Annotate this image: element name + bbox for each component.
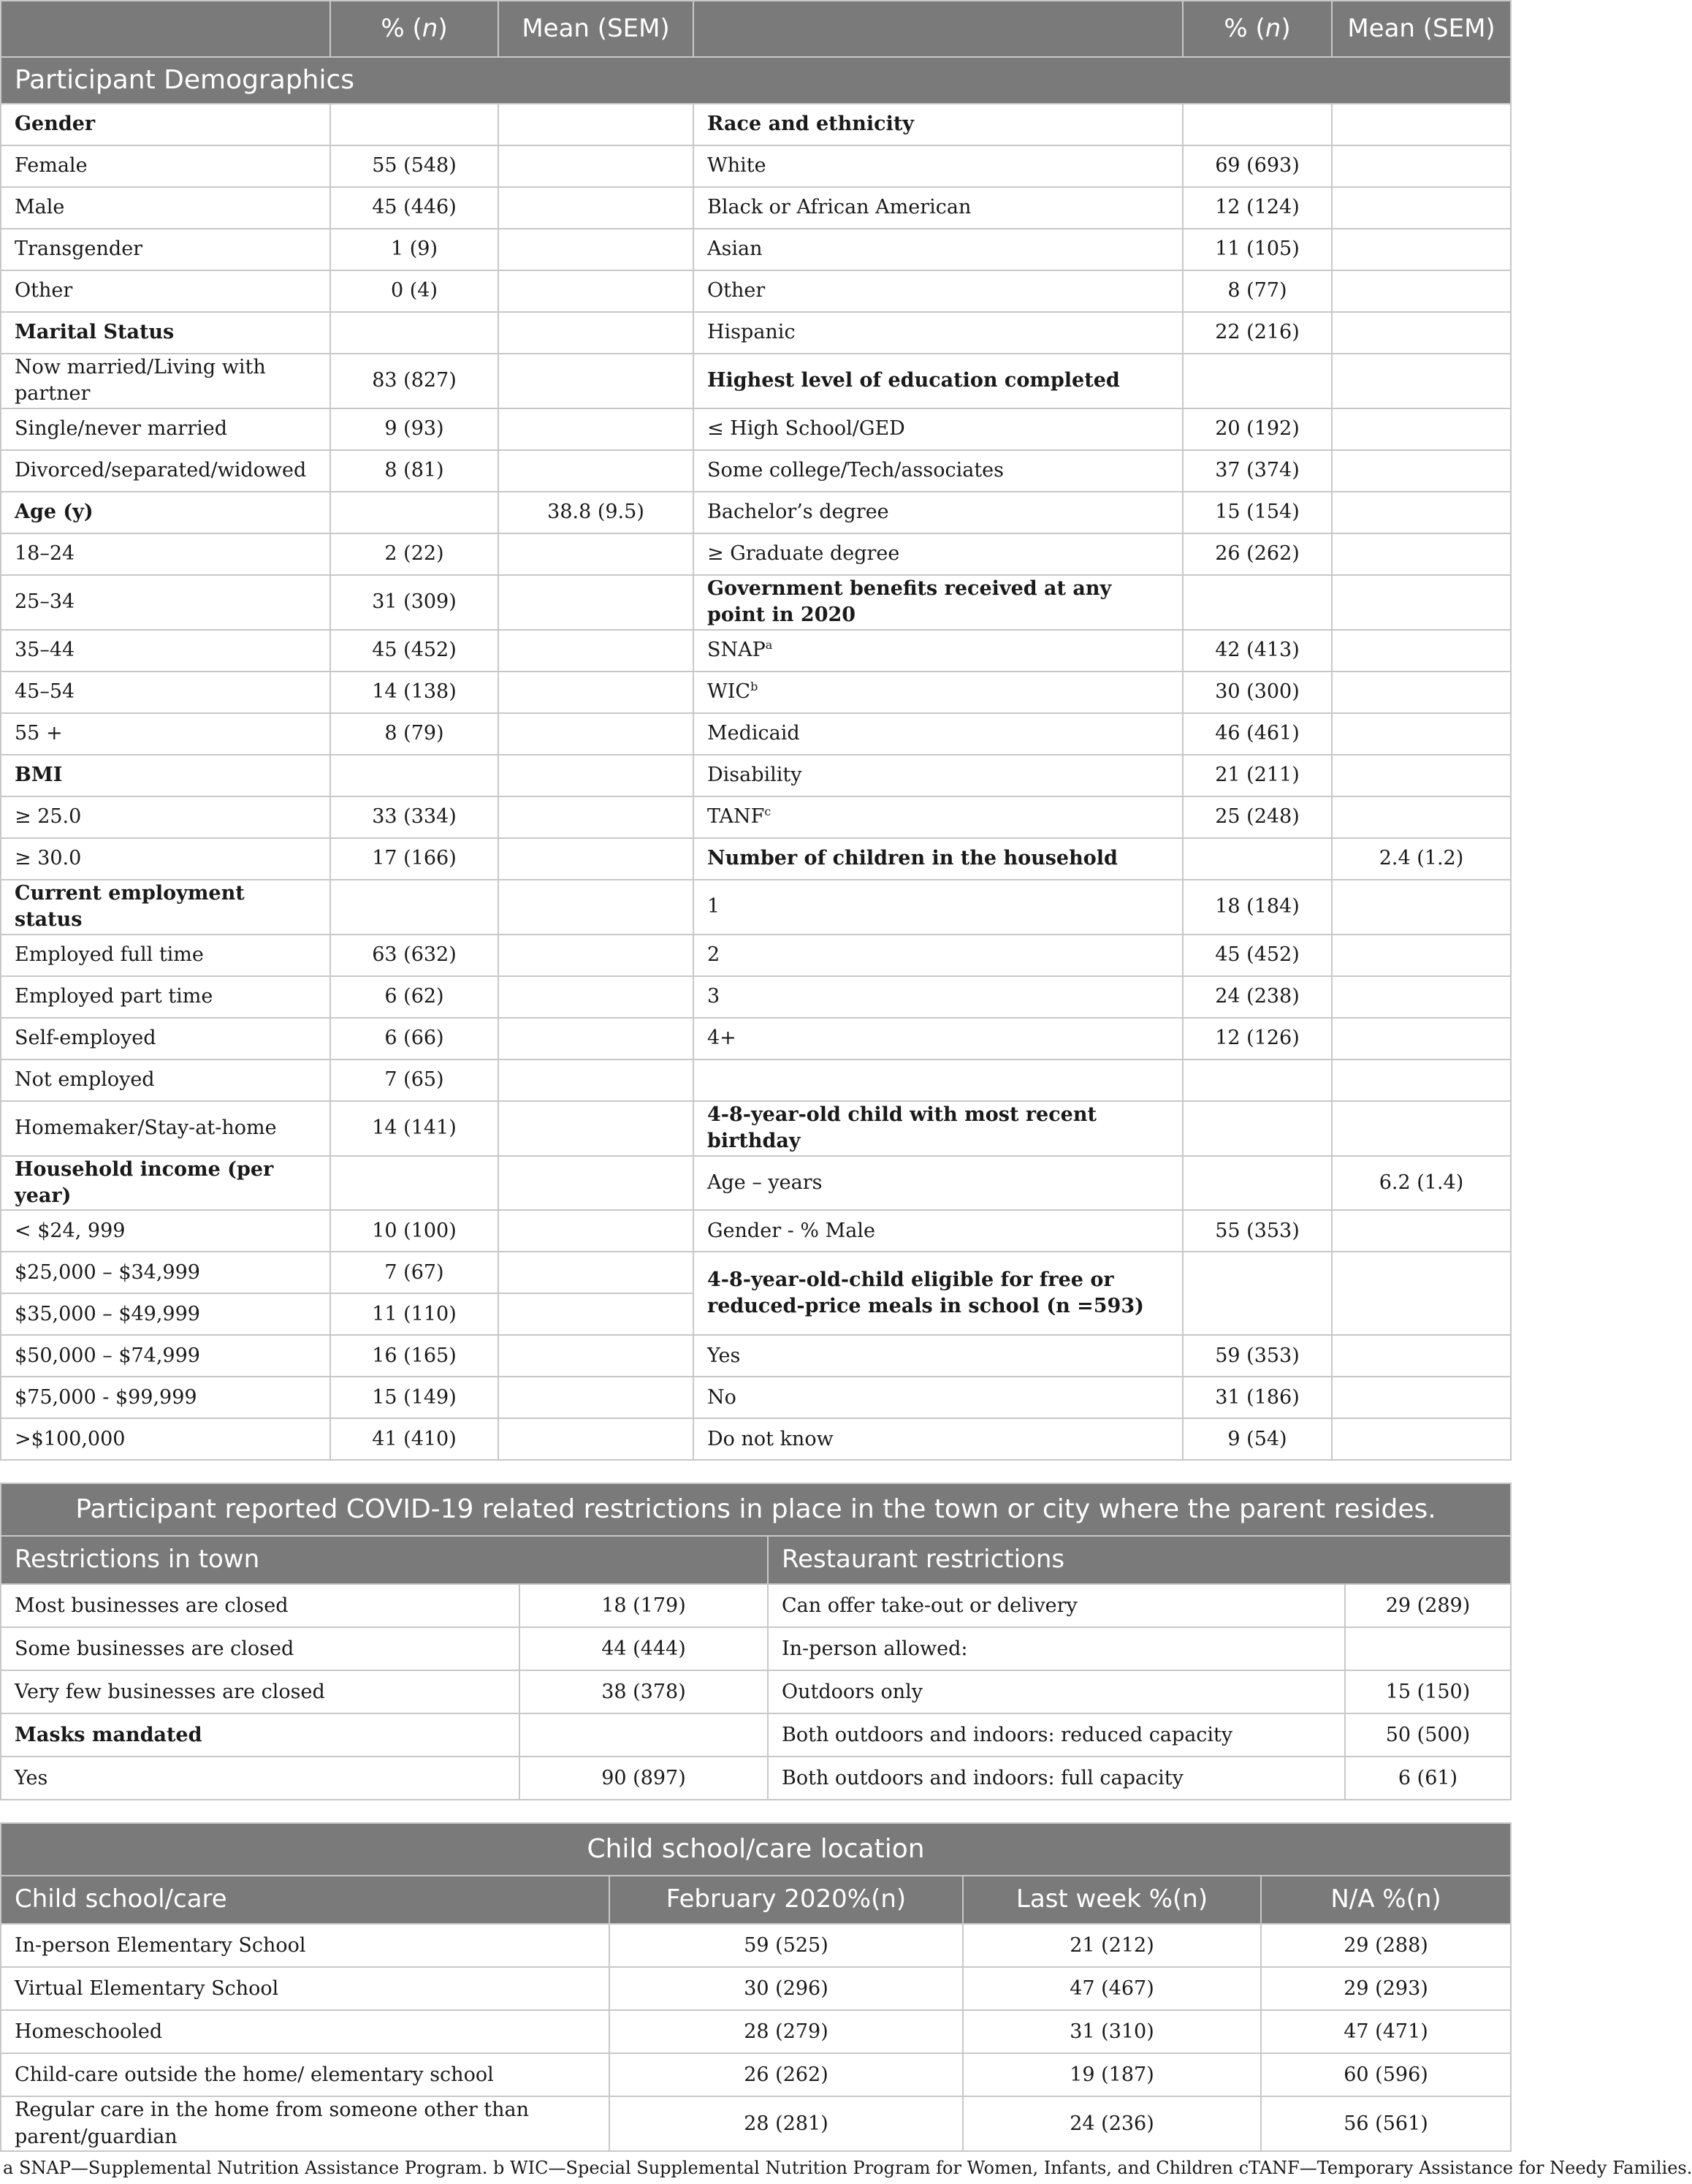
table-row xyxy=(1,713,1511,755)
table-row xyxy=(1,312,1511,354)
percent-value: 31 (310) xyxy=(963,2010,1261,2053)
row-label: Most businesses are closed xyxy=(1,1584,519,1627)
mean-value: 2.4 (1.2) xyxy=(1332,838,1511,880)
mean-value xyxy=(498,713,693,755)
table-row xyxy=(1,1670,1511,1713)
percent-value: 2 (22) xyxy=(330,533,498,575)
table-row xyxy=(1,755,1511,796)
percent-value xyxy=(1345,1627,1511,1670)
row-label: BMI xyxy=(1,755,330,796)
table-row xyxy=(1,1713,1511,1757)
table-row xyxy=(1,935,1511,976)
percent-value: 25 (248) xyxy=(1183,796,1332,838)
header-blank xyxy=(693,1,1183,57)
percent-value: 18 (184) xyxy=(1183,880,1332,935)
row-label: Male xyxy=(1,187,330,229)
row-label: Not employed xyxy=(1,1059,330,1101)
row-label: Female xyxy=(1,145,330,187)
mean-value xyxy=(498,935,693,976)
school-banner-row xyxy=(1,1823,1511,1876)
row-label: Age – years xyxy=(693,1156,1183,1211)
table-row xyxy=(1,354,1511,408)
row-label: Hispanic xyxy=(693,312,1183,354)
percent-value xyxy=(330,492,498,533)
row-label: Employed full time xyxy=(1,935,330,976)
row-label: Race and ethnicity xyxy=(693,104,1183,145)
percent-value: 31 (309) xyxy=(330,575,498,630)
percent-value: 15 (150) xyxy=(1345,1670,1511,1713)
row-label: Medicaid xyxy=(693,713,1183,755)
mean-value xyxy=(498,533,693,575)
percent-value: 55 (548) xyxy=(330,145,498,187)
row-label: Black or African American xyxy=(693,187,1183,229)
footnote: a SNAP—Supplemental Nutrition Assistance Program. b WIC—Special Supplemental Nutrition Program for Women, Infants, and Children cTANF—Temporary Assistance for Needy Families. xyxy=(3,2158,1692,2179)
percent-value xyxy=(1183,838,1332,880)
percent-value: 24 (238) xyxy=(1183,976,1332,1018)
mean-value xyxy=(1332,1252,1511,1335)
percent-value: 18 (179) xyxy=(519,1584,768,1627)
row-label: Yes xyxy=(693,1335,1183,1377)
row-label: Age (y) xyxy=(1,492,330,533)
table-row xyxy=(1,1967,1511,2010)
mean-value xyxy=(498,1293,693,1335)
mean-value xyxy=(1332,755,1511,796)
row-label: Gender xyxy=(1,104,330,145)
mean-value xyxy=(498,312,693,354)
mean-value xyxy=(1332,935,1511,976)
mean-value xyxy=(1332,575,1511,630)
percent-value: 69 (693) xyxy=(1183,145,1332,187)
table-row xyxy=(1,630,1511,671)
table-row xyxy=(1,2096,1511,2151)
mean-value xyxy=(498,838,693,880)
row-label: Household income (per year) xyxy=(1,1156,330,1211)
row-label: Masks mandated xyxy=(1,1713,519,1757)
percent-value: 41 (410) xyxy=(330,1418,498,1460)
percent-value: 30 (296) xyxy=(609,1967,963,2010)
row-label: Some college/Tech/associates xyxy=(693,450,1183,492)
mean-value xyxy=(498,1377,693,1418)
mean-value xyxy=(498,976,693,1018)
mean-value xyxy=(1332,1377,1511,1418)
percent-value: 26 (262) xyxy=(609,2053,963,2096)
row-label: Child-care outside the home/ elementary school xyxy=(1,2053,609,2096)
mean-value xyxy=(1332,880,1511,935)
percent-value: 42 (413) xyxy=(1183,630,1332,671)
row-label: Divorced/separated/widowed xyxy=(1,450,330,492)
percent-value xyxy=(1183,1059,1332,1101)
row-label: WIC$^b$ xyxy=(693,671,1183,713)
percent-value xyxy=(330,880,498,935)
row-label: Virtual Elementary School xyxy=(1,1967,609,2010)
row-label: Both outdoors and indoors: full capacity xyxy=(768,1757,1345,1800)
percent-value: 60 (596) xyxy=(1261,2053,1511,2096)
row-label: 1 xyxy=(693,880,1183,935)
section-title: Participant Demographics xyxy=(1,57,1511,104)
percent-value: 29 (289) xyxy=(1345,1584,1511,1627)
demographics-header-row xyxy=(1,1,1511,57)
row-label: Disability xyxy=(693,755,1183,796)
column-header: Last week %(n) xyxy=(963,1876,1261,1924)
mean-value xyxy=(1332,1335,1511,1377)
row-label: Regular care in the home from someone other than parent/guardian xyxy=(1,2096,609,2151)
mean-value xyxy=(1332,671,1511,713)
table-row xyxy=(1,575,1511,630)
table-row xyxy=(1,976,1511,1018)
row-label: ≤ High School/GED xyxy=(693,408,1183,450)
row-label: Some businesses are closed xyxy=(1,1627,519,1670)
row-label: Both outdoors and indoors: reduced capacity xyxy=(768,1713,1345,1757)
mean-value xyxy=(498,1156,693,1211)
percent-value: 24 (236) xyxy=(963,2096,1261,2151)
mean-value xyxy=(498,1335,693,1377)
row-label: $50,000 – $74,999 xyxy=(1,1335,330,1377)
percent-value xyxy=(519,1713,768,1757)
mean-value xyxy=(498,450,693,492)
row-label: 35–44 xyxy=(1,630,330,671)
header-percent: % (n) xyxy=(330,1,498,57)
row-label: Outdoors only xyxy=(768,1670,1345,1713)
mean-value xyxy=(1332,713,1511,755)
mean-value xyxy=(498,755,693,796)
row-label: 45–54 xyxy=(1,671,330,713)
row-label: Can offer take-out or delivery xyxy=(768,1584,1345,1627)
percent-value: 59 (525) xyxy=(609,1924,963,1967)
table-row xyxy=(1,1584,1511,1627)
row-label: Highest level of education completed xyxy=(693,354,1183,408)
table-row xyxy=(1,1101,1511,1156)
row-label: 25–34 xyxy=(1,575,330,630)
row-label: Now married/Living with partner xyxy=(1,354,330,408)
percent-value: 30 (300) xyxy=(1183,671,1332,713)
school-header-row xyxy=(1,1876,1511,1924)
percent-value: 8 (77) xyxy=(1183,270,1332,312)
percent-value: 29 (288) xyxy=(1261,1924,1511,1967)
table-row xyxy=(1,1210,1511,1252)
percent-value: 6 (61) xyxy=(1345,1757,1511,1800)
row-label: Other xyxy=(1,270,330,312)
percent-value: 45 (452) xyxy=(330,630,498,671)
row-label: Homemaker/Stay-at-home xyxy=(1,1101,330,1156)
row-label: Very few businesses are closed xyxy=(1,1670,519,1713)
percent-value xyxy=(1183,354,1332,408)
table-row xyxy=(1,1018,1511,1059)
table-row xyxy=(1,1335,1511,1377)
row-label: No xyxy=(693,1377,1183,1418)
mean-value xyxy=(1332,976,1511,1018)
percent-value: 21 (211) xyxy=(1183,755,1332,796)
percent-value: 83 (827) xyxy=(330,354,498,408)
percent-value: 7 (67) xyxy=(330,1252,498,1293)
section-title: Child school/care location xyxy=(1,1823,1511,1876)
percent-value: 20 (192) xyxy=(1183,408,1332,450)
percent-value xyxy=(1183,1101,1332,1156)
demographics-banner-row xyxy=(1,57,1511,104)
mean-value xyxy=(1332,533,1511,575)
section-title: Participant reported COVID-19 related restrictions in place in the town or city where the parent resides. xyxy=(1,1483,1511,1536)
header-restaurant-restrictions: Restaurant restrictions xyxy=(768,1536,1511,1584)
percent-value: 31 (186) xyxy=(1183,1377,1332,1418)
mean-value xyxy=(498,145,693,187)
column-header: Child school/care xyxy=(1,1876,609,1924)
percent-value xyxy=(330,1156,498,1211)
table-row xyxy=(1,533,1511,575)
mean-value xyxy=(1332,796,1511,838)
percent-value xyxy=(1183,1156,1332,1211)
mean-value xyxy=(498,575,693,630)
percent-value: 63 (632) xyxy=(330,935,498,976)
row-label: Gender - % Male xyxy=(693,1210,1183,1252)
mean-value xyxy=(498,354,693,408)
mean-value xyxy=(498,1252,693,1293)
mean-value xyxy=(1332,312,1511,354)
mean-value xyxy=(1332,1018,1511,1059)
row-label: 55 + xyxy=(1,713,330,755)
table-row xyxy=(1,2010,1511,2053)
table-row xyxy=(1,450,1511,492)
header-blank xyxy=(1,1,330,57)
percent-value: 8 (81) xyxy=(330,450,498,492)
percent-value: 16 (165) xyxy=(330,1335,498,1377)
mean-value: 38.8 (9.5) xyxy=(498,492,693,533)
mean-value xyxy=(498,229,693,270)
row-label: 3 xyxy=(693,976,1183,1018)
percent-value: 55 (353) xyxy=(1183,1210,1332,1252)
percent-value: 45 (452) xyxy=(1183,935,1332,976)
percent-value xyxy=(1183,1252,1332,1335)
mean-value xyxy=(498,796,693,838)
mean-value xyxy=(1332,187,1511,229)
percent-value: 12 (124) xyxy=(1183,187,1332,229)
table-row xyxy=(1,145,1511,187)
table-row xyxy=(1,104,1511,145)
percent-value: 33 (334) xyxy=(330,796,498,838)
row-label: Marital Status xyxy=(1,312,330,354)
row-label: $25,000 – $34,999 xyxy=(1,1252,330,1293)
table-row xyxy=(1,270,1511,312)
header-mean: Mean (SEM) xyxy=(498,1,693,57)
table-row xyxy=(1,1924,1511,1967)
percent-value: 26 (262) xyxy=(1183,533,1332,575)
mean-value xyxy=(1332,354,1511,408)
row-label: In-person Elementary School xyxy=(1,1924,609,1967)
percent-value: 17 (166) xyxy=(330,838,498,880)
header-restrictions-town: Restrictions in town xyxy=(1,1536,768,1584)
mean-value xyxy=(498,1018,693,1059)
percent-value: 90 (897) xyxy=(519,1757,768,1800)
row-label: ≥ 30.0 xyxy=(1,838,330,880)
mean-value xyxy=(1332,450,1511,492)
percent-value: 12 (126) xyxy=(1183,1018,1332,1059)
table-row xyxy=(1,1156,1511,1211)
mean-value xyxy=(498,187,693,229)
mean-value xyxy=(1332,145,1511,187)
percent-value: 0 (4) xyxy=(330,270,498,312)
mean-value xyxy=(1332,1101,1511,1156)
mean-value xyxy=(1332,1418,1511,1460)
mean-value xyxy=(498,1418,693,1460)
column-header: N/A %(n) xyxy=(1261,1876,1511,1924)
row-label: Number of children in the household xyxy=(693,838,1183,880)
percent-value: 9 (93) xyxy=(330,408,498,450)
percent-value: 11 (110) xyxy=(330,1293,498,1335)
percent-value xyxy=(1183,575,1332,630)
table-row xyxy=(1,187,1511,229)
row-label: Employed part time xyxy=(1,976,330,1018)
table-row xyxy=(1,492,1511,533)
row-label: SNAP$^a$ xyxy=(693,630,1183,671)
percent-value: 6 (62) xyxy=(330,976,498,1018)
percent-value: 11 (105) xyxy=(1183,229,1332,270)
table-row xyxy=(1,796,1511,838)
percent-value: 46 (461) xyxy=(1183,713,1332,755)
row-label: Homeschooled xyxy=(1,2010,609,2053)
table-row xyxy=(1,671,1511,713)
table-row xyxy=(1,408,1511,450)
percent-value: 14 (138) xyxy=(330,671,498,713)
school-care-table xyxy=(0,1822,1512,2152)
percent-value: 22 (216) xyxy=(1183,312,1332,354)
covid-banner-row xyxy=(1,1483,1511,1536)
table-row xyxy=(1,1757,1511,1800)
percent-value xyxy=(1183,104,1332,145)
percent-value: 14 (141) xyxy=(330,1101,498,1156)
row-label: Yes xyxy=(1,1757,519,1800)
mean-value xyxy=(1332,229,1511,270)
percent-value: 37 (374) xyxy=(1183,450,1332,492)
percent-value: 56 (561) xyxy=(1261,2096,1511,2151)
table-row xyxy=(1,1418,1511,1460)
row-label: TANF$^c$ xyxy=(693,796,1183,838)
row-label: 4+ xyxy=(693,1018,1183,1059)
row-label: Current employment status xyxy=(1,880,330,935)
covid-restrictions-table xyxy=(0,1483,1512,1800)
table-row xyxy=(1,1627,1511,1670)
percent-value: 21 (212) xyxy=(963,1924,1261,1967)
row-label: Asian xyxy=(693,229,1183,270)
percent-value: 15 (149) xyxy=(330,1377,498,1418)
row-label: $35,000 – $49,999 xyxy=(1,1293,330,1335)
row-label: ≥ 25.0 xyxy=(1,796,330,838)
row-label: Transgender xyxy=(1,229,330,270)
row-label: < $24, 999 xyxy=(1,1210,330,1252)
mean-value xyxy=(1332,408,1511,450)
mean-value xyxy=(1332,104,1511,145)
percent-value: 8 (79) xyxy=(330,713,498,755)
table-row xyxy=(1,229,1511,270)
percent-value: 47 (467) xyxy=(963,1967,1261,2010)
percent-value xyxy=(330,312,498,354)
mean-value xyxy=(498,630,693,671)
table-row xyxy=(1,1059,1511,1101)
covid-header-row xyxy=(1,1536,1511,1584)
row-label: >$100,000 xyxy=(1,1418,330,1460)
mean-value xyxy=(1332,1059,1511,1101)
mean-value xyxy=(498,671,693,713)
table-row xyxy=(1,2053,1511,2096)
mean-value xyxy=(498,1210,693,1252)
column-header: February 2020%(n) xyxy=(609,1876,963,1924)
percent-value: 15 (154) xyxy=(1183,492,1332,533)
mean-value xyxy=(498,1101,693,1156)
percent-value: 45 (446) xyxy=(330,187,498,229)
percent-value: 10 (100) xyxy=(330,1210,498,1252)
mean-value xyxy=(1332,270,1511,312)
row-label: Self-employed xyxy=(1,1018,330,1059)
percent-value: 9 (54) xyxy=(1183,1418,1332,1460)
row-label: 18–24 xyxy=(1,533,330,575)
row-label: $75,000 - $99,999 xyxy=(1,1377,330,1418)
percent-value: 29 (293) xyxy=(1261,1967,1511,2010)
table-row xyxy=(1,880,1511,935)
percent-value: 50 (500) xyxy=(1345,1713,1511,1757)
row-label: Other xyxy=(693,270,1183,312)
percent-value: 19 (187) xyxy=(963,2053,1261,2096)
percent-value: 44 (444) xyxy=(519,1627,768,1670)
percent-value xyxy=(330,104,498,145)
mean-value xyxy=(498,408,693,450)
mean-value: 6.2 (1.4) xyxy=(1332,1156,1511,1211)
percent-value: 6 (66) xyxy=(330,1018,498,1059)
header-mean: Mean (SEM) xyxy=(1332,1,1511,57)
percent-value: 7 (65) xyxy=(330,1059,498,1101)
row-label: ≥ Graduate degree xyxy=(693,533,1183,575)
row-label: 2 xyxy=(693,935,1183,976)
table-row xyxy=(1,838,1511,880)
mean-value xyxy=(1332,1210,1511,1252)
percent-value: 59 (353) xyxy=(1183,1335,1332,1377)
row-label: Bachelor’s degree xyxy=(693,492,1183,533)
row-label: Government benefits received at any point in 2020 xyxy=(693,575,1183,630)
percent-value: 1 (9) xyxy=(330,229,498,270)
row-label: White xyxy=(693,145,1183,187)
row-label xyxy=(693,1059,1183,1101)
row-label-merged: 4-8-year-old-child eligible for free or reduced-price meals in school (n =593) xyxy=(693,1252,1183,1335)
mean-value xyxy=(498,104,693,145)
mean-value xyxy=(498,270,693,312)
mean-value xyxy=(1332,492,1511,533)
percent-value: 28 (281) xyxy=(609,2096,963,2151)
table-row xyxy=(1,1377,1511,1418)
percent-value: 28 (279) xyxy=(609,2010,963,2053)
mean-value xyxy=(498,880,693,935)
mean-value xyxy=(498,1059,693,1101)
mean-value xyxy=(1332,630,1511,671)
row-label: 4-8-year-old child with most recent birthday xyxy=(693,1101,1183,1156)
percent-value xyxy=(330,755,498,796)
row-label: Single/never married xyxy=(1,408,330,450)
row-label: Do not know xyxy=(693,1418,1183,1460)
header-percent: % (n) xyxy=(1183,1,1332,57)
percent-value: 38 (378) xyxy=(519,1670,768,1713)
table-row xyxy=(1,1252,1511,1293)
percent-value: 47 (471) xyxy=(1261,2010,1511,2053)
row-label: In-person allowed: xyxy=(768,1627,1345,1670)
